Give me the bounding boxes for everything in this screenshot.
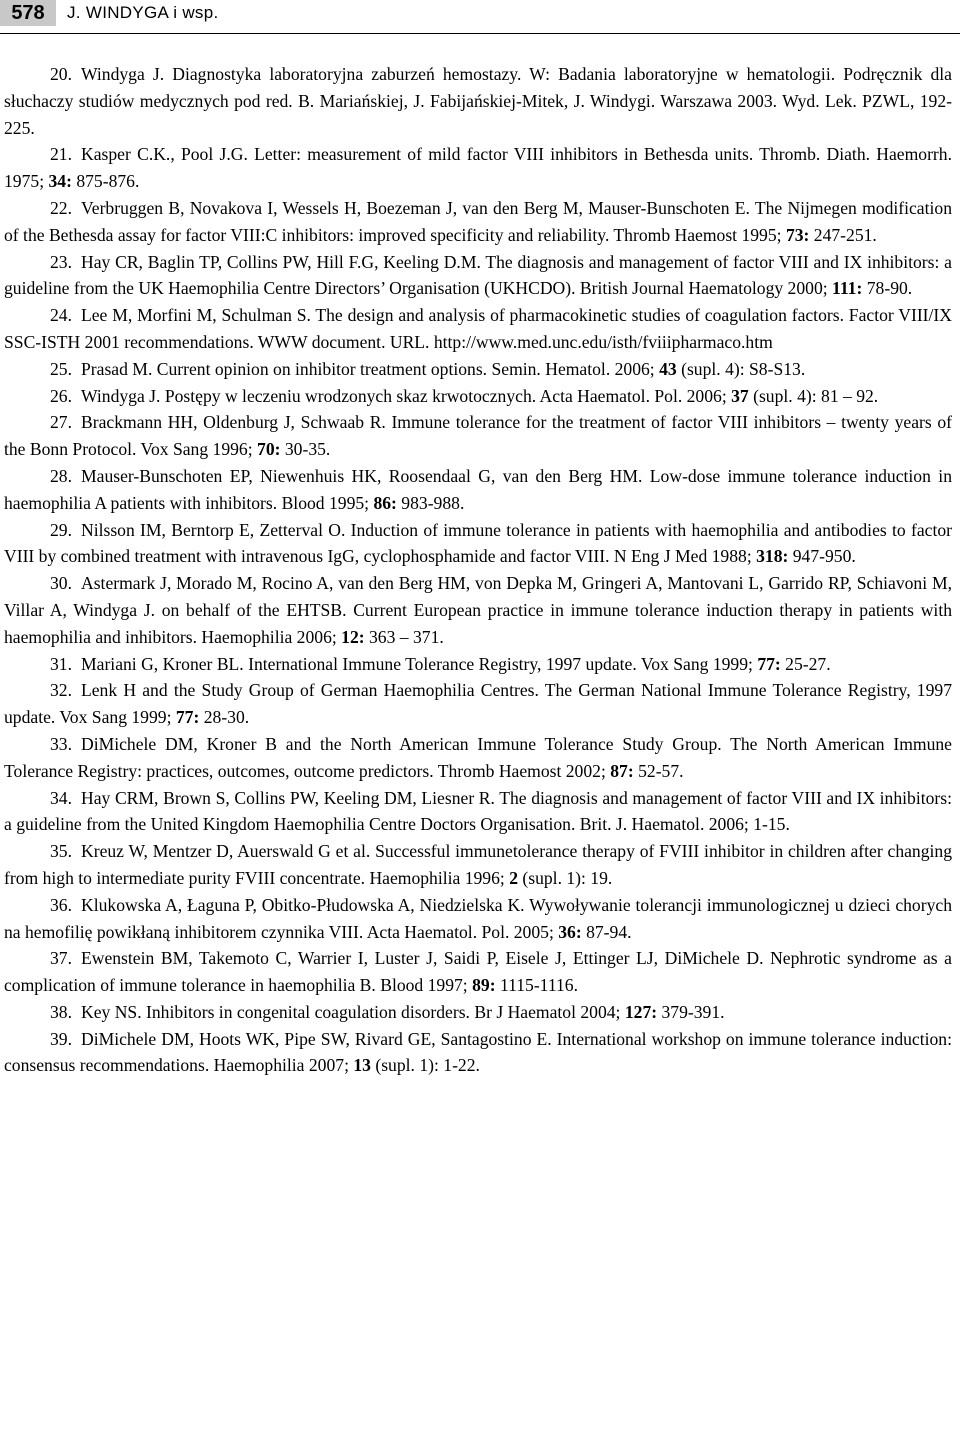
reference-item	[4, 61, 952, 141]
running-head: J. WINDYGA i wsp.	[67, 3, 219, 22]
reference-text: Windyga J. Postępy w leczeniu wrodzonych skaz krwotocznych. Acta Haematol. Pol. 2006;	[81, 385, 732, 406]
reference-number: 26.	[50, 385, 72, 406]
reference-volume: 37	[731, 385, 749, 406]
reference-number: 28.	[50, 465, 72, 486]
reference-item	[4, 195, 952, 249]
reference-pages: 983-988.	[396, 492, 465, 513]
reference-volume: 43	[659, 358, 677, 379]
reference-volume: 36:	[558, 921, 582, 942]
reference-item	[4, 463, 952, 517]
reference-item	[4, 945, 952, 999]
reference-text: Kreuz W, Mentzer D, Auerswald G et al. Successful immunetolerance therapy of FVIII inhibitor in children after changing from high to intermediate purity FVIII concentrate. Haemophilia 1996;	[4, 841, 952, 888]
reference-pages: 78-90.	[862, 278, 913, 299]
reference-number: 39.	[50, 1028, 72, 1049]
reference-volume: 86:	[373, 492, 397, 513]
reference-text: DiMichele DM, Hoots WK, Pipe SW, Rivard GE, Santagostino E. International workshop on immune tolerance induction: consensus recommendations. Haemophilia 2007;	[4, 1028, 952, 1076]
reference-text: Klukowska A, Łaguna P, Obitko-Płudowska A, Niedzielska K. Wywoływanie tolerancji immunologicznej u dzieci chorych na hemofilię powikłaną inhibitorem czynnika VIII. Acta Haematol. Pol. 2005;	[4, 894, 952, 942]
reference-item	[4, 302, 952, 356]
reference-text: Nilsson IM, Berntorp E, Zetterval O. Induction of immune tolerance in patients with haemophilia and antibodies to factor VIII by combined treatment with intravenous IgG, cyclophosphamide and factor VIII. N Eng J Med 1988;	[4, 519, 952, 567]
reference-number: 33.	[50, 733, 72, 754]
reference-volume: 77:	[175, 707, 200, 728]
reference-volume: 127:	[624, 1001, 658, 1022]
reference-text: Hay CR, Baglin TP, Collins PW, Hill F.G, Keeling D.M. The diagnosis and management of factor VIII and IX inhibitors: a guideline from the UK Haemophilia Centre Directors’ Organisation (UKHCDO). British Journal Haematology 2000;	[4, 251, 952, 299]
reference-text: Lee M, Morfini M, Schulman S. The design and analysis of pharmacokinetic studies of coagulation factors. Factor VIII/IX SSC-ISTH 2001 recommendations. WWW document. URL. http://www.med.unc.edu/isth/fviiipharmaco.htm	[4, 305, 952, 352]
reference-text: Brackmann HH, Oldenburg J, Schwaab R. Immune tolerance for the treatment of factor VIII inhibitors – twenty years of the Bonn Protocol. Vox Sang 1996;	[4, 412, 952, 460]
reference-volume: 87:	[610, 760, 634, 781]
reference-number: 35.	[50, 841, 72, 862]
reference-pages: 52-57.	[633, 760, 684, 781]
reference-item	[4, 677, 952, 731]
reference-text: Hay CRM, Brown S, Collins PW, Keeling DM, Liesner R. The diagnosis and management of factor VIII and IX inhibitors: a guideline from the United Kingdom Haemophilia Centre Doctors Organisation. Brit. J. Haematol. 2006; 1-15.	[4, 787, 952, 835]
reference-pages: 30-35.	[280, 439, 331, 460]
reference-item	[4, 409, 952, 463]
reference-item	[4, 999, 952, 1026]
reference-volume: 70:	[257, 439, 281, 460]
reference-list	[4, 61, 952, 1079]
reference-text: Lenk H and the Study Group of German Haemophilia Centres. The German National Immune Tolerance Registry, 1997 update. Vox Sang 1999;	[4, 680, 952, 728]
reference-volume: 111:	[832, 278, 863, 299]
reference-text: Mauser-Bunschoten EP, Niewenhuis HK, Roosendaal G, van den Berg HM. Low-dose immune tolerance induction in haemophilia A patients with inhibitors. Blood 1995;	[4, 465, 952, 513]
reference-volume: 318:	[756, 546, 789, 567]
reference-number: 34.	[50, 787, 72, 808]
reference-number: 37.	[50, 948, 72, 969]
page-number: 578	[11, 2, 45, 24]
reference-volume: 2	[509, 867, 518, 888]
page-header	[0, 0, 960, 26]
reference-pages: 28-30.	[199, 707, 250, 728]
reference-number: 25.	[50, 358, 72, 379]
reference-item	[4, 731, 952, 785]
reference-pages: 25-27.	[780, 653, 831, 674]
reference-pages: (supl. 1): 1-22.	[370, 1055, 480, 1076]
reference-text: DiMichele DM, Kroner B and the North American Immune Tolerance Study Group. The North American Immune Tolerance Registry: practices, outcomes, outcome predictors. Thromb Haemost 2002;	[4, 733, 952, 781]
reference-pages: 947-950.	[788, 546, 856, 567]
reference-number: 30.	[50, 573, 72, 594]
reference-pages: 87-94.	[581, 921, 632, 942]
header-rule	[0, 33, 960, 34]
reference-pages: 247-251.	[809, 224, 877, 245]
reference-pages: (supl. 1): 19.	[517, 867, 613, 888]
reference-item	[4, 1026, 952, 1080]
reference-pages: (supl. 4): S8-S13.	[676, 358, 806, 379]
reference-text: Ewenstein BM, Takemoto C, Warrier I, Luster J, Saidi P, Eisele J, Ettinger LJ, DiMichele D. Nephrotic syndrome as a complication of immune tolerance in haemophilia B. Blood 1997;	[4, 948, 952, 996]
reference-pages: 363 – 371.	[364, 626, 444, 647]
reference-volume: 89:	[472, 975, 496, 996]
reference-pages: 379-391.	[657, 1001, 725, 1022]
reference-text: Key NS. Inhibitors in congenital coagulation disorders. Br J Haematol 2004;	[81, 1001, 625, 1022]
reference-text: Mariani G, Kroner BL. International Immune Tolerance Registry, 1997 update. Vox Sang 1999;	[81, 653, 758, 674]
reference-item	[4, 249, 952, 303]
reference-volume: 73:	[785, 224, 810, 245]
reference-volume: 34:	[48, 171, 72, 192]
reference-item	[4, 785, 952, 839]
reference-number: 23.	[50, 251, 72, 272]
reference-item	[4, 570, 952, 650]
reference-item	[4, 651, 952, 678]
reference-number: 29.	[50, 519, 72, 540]
reference-number: 36.	[50, 894, 72, 915]
reference-text: Kasper C.K., Pool J.G. Letter: measurement of mild factor VIII inhibitors in Bethesda units. Thromb. Diath. Haemorrh. 1975;	[4, 144, 952, 192]
reference-item	[4, 892, 952, 946]
reference-volume: 13	[353, 1055, 371, 1076]
reference-item	[4, 838, 952, 892]
reference-number: 22.	[50, 197, 72, 218]
reference-number: 21.	[50, 144, 72, 165]
reference-item	[4, 356, 952, 383]
reference-number: 31.	[50, 653, 72, 674]
reference-number: 20.	[50, 64, 72, 84]
reference-text: Astermark J, Morado M, Rocino A, van den Berg HM, von Depka M, Gringeri A, Mantovani L, Garrido RP, Schiavoni M, Villar A, Windyga J. on behalf of the EHTSB. Current European practice in immune tolerance induction therapy in patients with haemophilia and inhibitors. Haemophilia 2006;	[4, 573, 952, 647]
reference-number: 27.	[50, 412, 72, 433]
reference-volume: 12:	[341, 626, 365, 647]
reference-item	[4, 383, 952, 410]
reference-text: Windyga J. Diagnostyka laboratoryjna zaburzeń hemostazy. W: Badania laboratoryjne w hematologii. Podręcznik dla słuchaczy studiów medycznych pod red. B. Mariańskiej, J. Fabijańskiej-Mitek, J. Windygi. Warszawa 2003. Wyd. Lek. PZWL, 192-225.	[4, 64, 952, 138]
reference-text: Verbruggen B, Novakova I, Wessels H, Boezeman J, van den Berg M, Mauser-Bunschoten E. The Nijmegen modification of the Bethesda assay for factor VIII:C inhibitors: improved specificity and reliability. Thromb Haemost 1995;	[4, 197, 952, 245]
reference-pages: (supl. 4): 81 – 92.	[748, 385, 879, 406]
reference-item	[4, 517, 952, 571]
reference-number: 38.	[50, 1001, 72, 1022]
reference-item	[4, 141, 952, 195]
reference-text: Prasad M. Current opinion on inhibitor treatment options. Semin. Hematol. 2006;	[81, 358, 660, 379]
reference-pages: 1115-1116.	[495, 975, 578, 996]
reference-pages: 875-876.	[71, 171, 140, 192]
reference-volume: 77:	[757, 653, 781, 674]
reference-number: 24.	[50, 305, 72, 326]
reference-number: 32.	[50, 680, 72, 701]
